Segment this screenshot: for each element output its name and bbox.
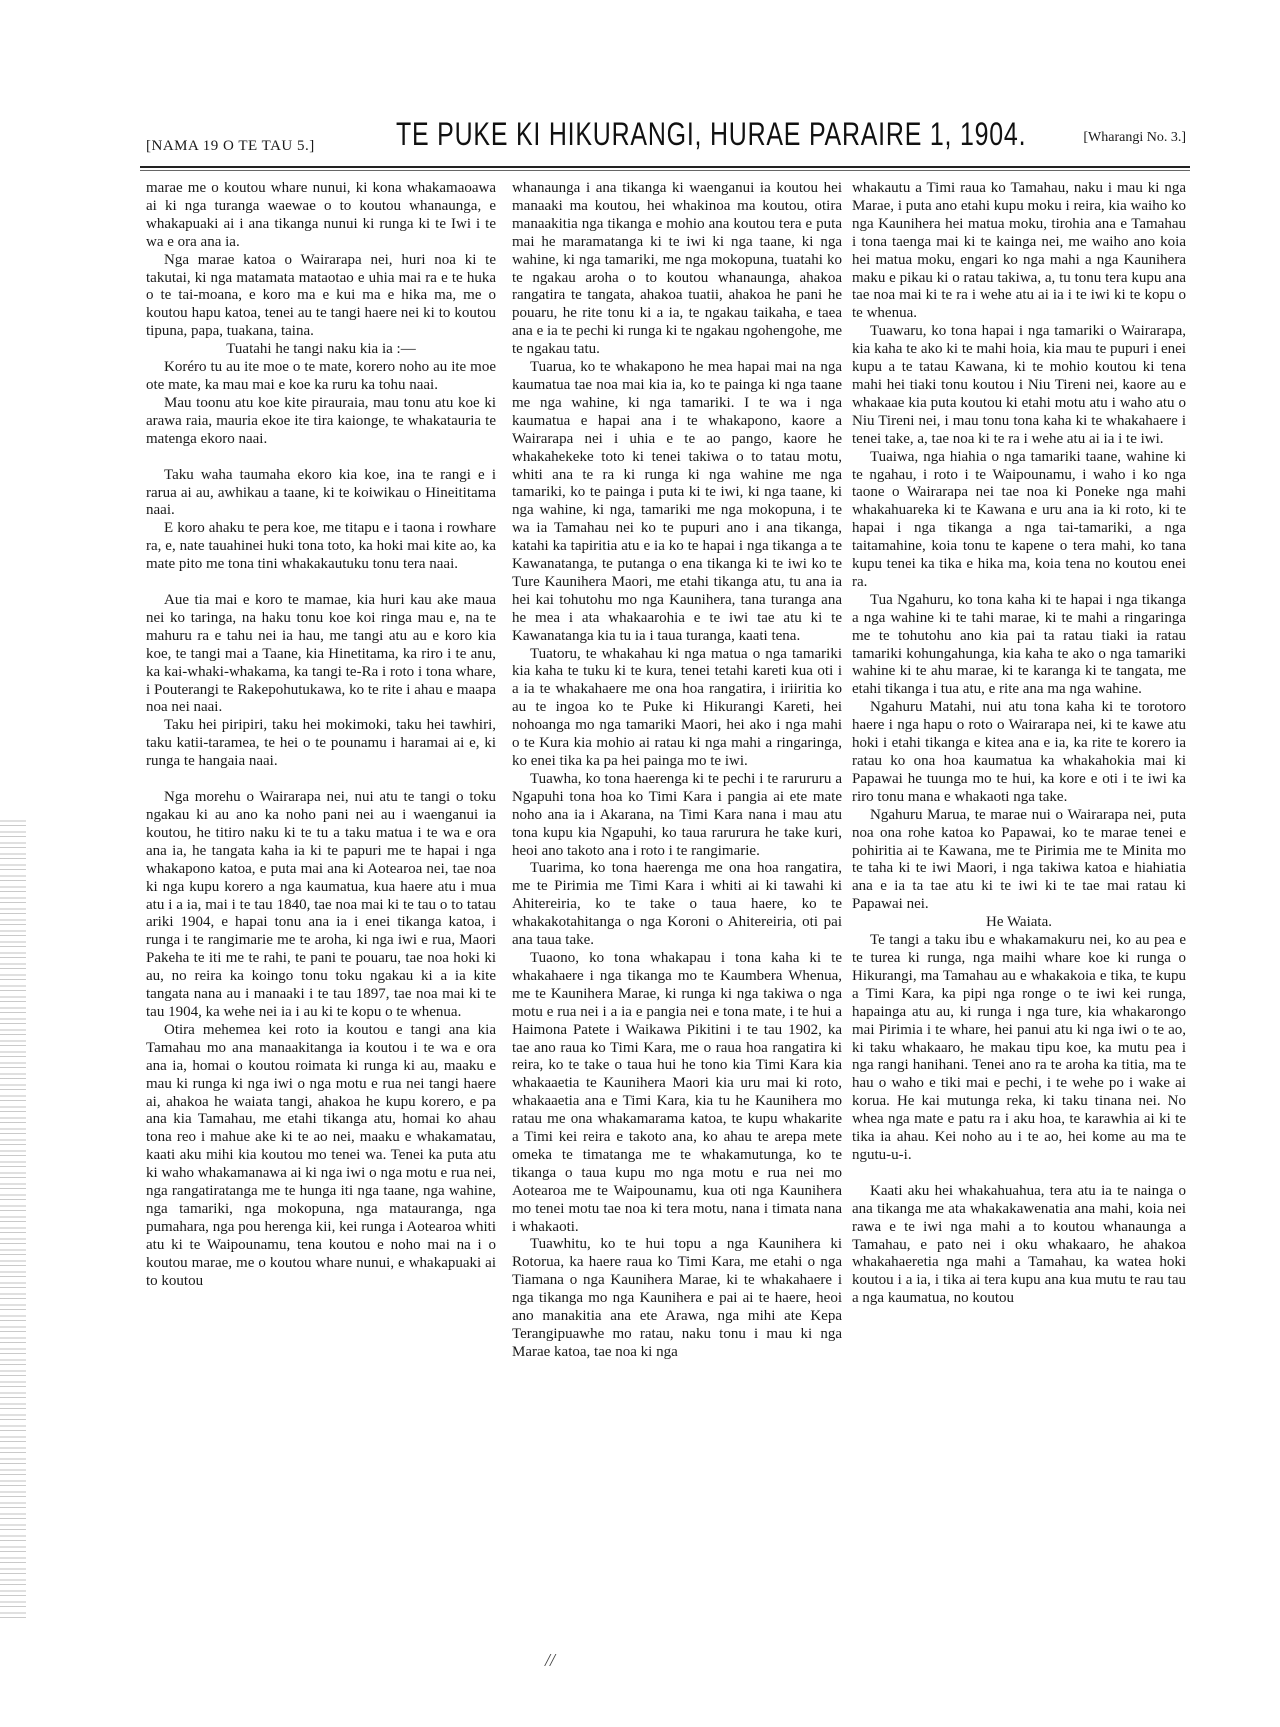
paragraph: Ngahuru Marua, te marae nui o Wairarapa nei, puta noa ona rohe katoa ko Papawai, ko te marae tenei e pohiritia ai te Kawana, me te Pirimia me te Minita mo te taha ki te iwi Maori, i nga takiwa katoa e hiahiatia ana e ia ta tae atu ki te iwi ki te tae mai ratau ki Papawai nei. — [852, 806, 1186, 913]
masthead — [146, 112, 1186, 162]
paragraph: Tuawha, ko tona haerenga ki te pechi i te rarururu a Ngapuhi tona hoa ko Timi Kara i pangia ai ete mate noho ana ia i Akarana, na Timi Kara nana i mau atu tona kupu kia Ngapuhi, ko taua rarurura he take kuri, heoi ano takoto ana i roto i te rangimarie. — [512, 770, 842, 859]
paragraph: Nga morehu o Wairarapa nei, nui atu te tangi o toku ngakau ki au ano ka noho pani nei au i waenganui ia koutou, he titiro naku ki te tu a taku matua i te wa e ora ana ia, he tangata kaha ia ki te papuri me te hapai i nga whakapono katoa, e puta mai ana ki Aotearoa nei, tae noa ki nga kupu korero a nga kaumatua, kua haere atu i mua atu i a ia, mai i te tau 1840, tae noa mai ki te tau o to tatau ariki 1904, e hapai tonu ana ia i enei tikanga katoa, i runga i te rangimarie me te aroha, ki nga iwi e rua, Maori Pakeha te iti me te rahi, te pani te pouaru, tae noa hoki ki au, no reira ka koingo tonu toku ngakau ki a ia kite tangata nana au i manaaki i te tau 1897, tae noa mai ki te tau 1904, ka wehe nei ia i au ki te kopu o te whenua. — [146, 789, 496, 1020]
lament-verse: Koréro tu au ite moe o te mate, korero noho au ite moe ote mate, ka mau mai e koe ka ruru ka tohu naai. — [146, 359, 496, 393]
paragraph: Tuaono, ko tona whakapau i tona kaha ki te whakahaere i nga tikanga mo te Kaumbera Whenua, me te Kaunihera Marae, ki runga ki nga takiwa o nga motu e rua nei i a ia e pangia nei e tona mate, i te hui a Haimona Patete i Waikawa Pikitini i te tau 1902, ka tae ano raua ko Timi Kara, me o raua hoa rangatira ki reira, ko te take o taua hui he tono kia Timi Kara kia whakaaetia te Kaunihera Maori kia uru mai ki roto, whakaaetia ana e Timi Kara, kia tu he Kaunihera mo ratau me ona whakamarama katoa, te kupu whakarite a Timi kei reira e takoto ana, ko ahau te arepa mete omeka te timatanga me te whakamutunga, ko te tikanga o taua kupu mo nga motu e rua nei mo Aotearoa me te Waipounamu, kua oti nga Kaunihera mo tenei motu tae noa ki tera motu, nana i timata nana i whakaoti. — [512, 949, 842, 1235]
lament-verse: Taku waha taumaha ekoro kia koe, ina te rangi e i rarua ai au, awhikau a taane, ki te koiwikau o Hineititama naai. — [146, 466, 496, 519]
song-text: Te tangi a taku ibu e whakamakuru nei, ko au pea e te turea ki runga, nga maihi whare koe ki runga o Hikurangi, ma Tamahau au e whakakoia e tika, te kupu a Timi Kara, ka pipi nga ronge o te iwi kei runga, hapainga atu au, ki runga i nga ture, kia whakarongo mai Pirimia i te whare, hei panui atu ki nga iwi o te ao, ki taku whakaaro, he makau tipu koe, ka mutu pea i nga rangi hanihani. Tenei ano ra te aroha ka titia, ma te hau o waho e tiki mai e pechi, i te wehe po i wake ai korua. He kai mutunga reka, ki taku tinana nei. No whea nga mate e patu ra i aku hoa, te karawhia ai ki te tika ia ahau. Kei noho au i te ao, hei kome au ma te ngutu-u-i. — [852, 932, 1186, 1163]
header-rule-thin — [140, 170, 1190, 171]
page-number: [Wharangi No. 3.] — [1083, 130, 1186, 145]
lament-intro: Tuatahi he tangi naku kia ia :— — [226, 341, 416, 358]
scan-edge-noise — [0, 820, 26, 1620]
header-rule — [140, 166, 1190, 168]
paragraph: Tuawaru, ko tona hapai i nga tamariki o Wairarapa, kia kaha te ako ki te mahi hoia, kia mau te pupuri i enei kupu a te tatau Kawana, ki te mohio koutou ki tena mahi hei tiaki tonu koutou i Niu Tireni nei, kaore au e whakaae kia puta koutou ki etahi motu atu i waho atu o Niu Tireni nei, i mau tonu tona kaha ki te whakahaere i tenei take, a, tae noa ki te ra i wehe atu ai ia i te iwi. — [852, 323, 1186, 447]
paragraph: Tuarima, ko tona haerenga me ona hoa rangatira, me te Pirimia me Timi Kara i whiti ai ki tawahi ki Ahitereiria, ko te take o taua haere, ko te whakakotahitanga o nga Koroni o Ahitereiria, oti pai ana taua take. — [512, 860, 842, 949]
lament-verse: Aue tia mai e koro te mamae, kia huri kau ake maua nei ko taringa, na haku tonu koe koi ringa mau e, na te mahuru ra e tahu nei ia hau, me tangi atu au e koro kia koe, te tangi mai a Taane, kia Hinetitama, ka riro i te anu, ka kai-whaki-whakama, ka tangi te-Ra i roto i tona whare, i Pouterangi te Rakepohutukawa, ko te rite i ahau e maapa noa nei naai. — [146, 592, 496, 716]
column-1 — [146, 180, 496, 1290]
column-2 — [512, 180, 842, 1362]
song-heading: He Waiata. — [986, 914, 1052, 931]
paragraph: Kaati aku hei whakahuahua, tera atu ia te nainga o ana tikanga me ata whakakawenatia ana mahi, koia nei rawa e te iwi nga mahi a to koutou whanaunga a Tamahau, e pato nei i oku whakaaro, he ahakoa whakahaeretia nga mahi a Tamahau, ka watea hoki koutou i a ia, i tika ai tera kupu ana kua mutu te rau tau a nga kaumatua, no koutou — [852, 1182, 1186, 1307]
paragraph: Tuaiwa, nga hiahia o nga tamariki taane, wahine ki te ngahau, i roto i te Waipounamu, i waho i ko nga taone o Wairarapa nei tae noa ki Poneke nga mahi whakahuareka ki te Kawana e uru ana ia ki roto, ki te hapai i nga tikanga a nga tai-tamariki, a nga taitamahine, koia tonu te kapene o tera mahi, ko tana kupu tenei ka tika e hika ma, koia tena no koutou enei ra. — [852, 448, 1186, 590]
paragraph: Tua Ngahuru, ko tona kaha ki te hapai i nga tikanga a nga wahine ki te tahi marae, ki te mahi a ringaringa me te tohutohu ano kia pai ta ratau tiaki ia ratau tamariki kohungahunga, kia kaha te ako o nga tamariki wahine ki te ahu marae, ki te karanga ki te tangata, me etahi tikanga i tua atu, e rite ana ma nga wahine. — [852, 591, 1186, 698]
column-3 — [852, 180, 1186, 1308]
paragraph: Nga marae katoa o Wairarapa nei, huri noa ki te takutai, ki nga matamata mataotao e uhia mai ra e te huka o te tai-moana, e koro ma e kui ma e hika ma, me o koutou hapu katoa, tenei au te tangi haere nei ki to koutou tipuna, papa, tuakana, taina. — [146, 251, 496, 340]
folio-mark: // — [545, 1650, 556, 1670]
paragraph: Tuatoru, te whakahau ki nga matua o nga tamariki kia kaha te tuku ki te kura, tenei tetahi kareti kua oti i a ia te whakahaere me ona hoa rangatira, i iriiritia ko au te ingoa ko te Puke ki Hikurangi Kareti, hei nohoanga mo nga tamariki Maori, hei ako i nga mahi o te Kura kia mohio ai ratau ki nga mahi a ringaringa, ko enei tika ka pa hei painga mo te iwi. — [512, 645, 842, 769]
paragraph: whakautu a Timi raua ko Tamahau, naku i mau ki nga Marae, i puta ano etahi kupu moku i reira, kia waiho ko nga Kaunihera hei matua moku, tirohia ana e Tamahau i tona taenga mai ki te kainga nei, me waiho ano koia hei matua moku, engari ko nga mahi a nga Kaunihera maku e pikau ki o ratau takiwa, a, tu tonu tera kupu ana tae noa mai ki te ra i wehe atu ai ia i te iwi ki te kopu o te whenua. — [852, 180, 1186, 322]
lament-verse: Mau toonu atu koe kite pirauraia, mau tonu atu koe ki arawa raia, mauria ekoe ite tira kaionge, te whakatauria te matenga ekoro naai. — [146, 394, 496, 447]
paragraph: whanaunga i ana tikanga ki waenganui ia koutou hei manaaki ma koutou, hei whakinoa ma koutou, otira manaakitia nga tikanga e mohio ana koutou tera e puta mai he maramatanga ki te iwi ki nga taane, ki nga wahine, ki nga tamariki, me nga mokopuna, tuatahi ko te ngakau aroha o to koutou whanaunga, ahakoa rangatira te tangata, ahakoa tuatii, ahakoa he pani he pouaru, he rite tonu ki a ia, te ngakau taikaha, e taea ana e ia te pechi ki runga ki te ngakau ngohengohe, me te ngakau tatu. — [512, 180, 842, 358]
paragraph: Otira mehemea kei roto ia koutou e tangi ana kia Tamahau mo ana manaakitanga ia koutou i te wa e ora ana ia, homai o koutou roimata ki runga ki au, maaku e mau ki runga ki nga iwi o nga motu e rua nei tangi haere ai, ahakoa he waiata tangi, ahakoa he kupu korero, e pa ana kia Tamahau, me etahi tikanga atu, homai ko ahau tona reo i mahue ake ki te ao nei, maaku e whakamatau, kaati aku mihi kia koutou mo tenei wa. Tenei ka puta atu ki waho whakamanawa ai ki nga iwi o nga motu e rua nei, nga rangatiratanga me te hunga iti nga taane, nga wahine, nga tamariki, nga mokopuna, nga matauranga, nga pumahara, nga pou herenga kii, kei runga i Aotearoa whiti atu ki te Waipounamu, tena koutou e noho mai na i o koutou marae, me o koutou whare nunui, e whakapuaki ai to koutou — [146, 1021, 496, 1289]
lament-verse: Taku hei piripiri, taku hei mokimoki, taku hei tawhiri, taku katii-taramea, te hei o te pounamu i haramai ai e, ki runga te hangaia naai. — [146, 717, 496, 770]
issue-number: [NAMA 19 O TE TAU 5.] — [146, 138, 315, 154]
lament-verse: E koro ahaku te pera koe, me titapu e i taona i rowhare ra, e, nate tauahinei huki tona toto, ka hoki mai kite ao, ka mate pito me tona tini whakakautuku tonu tera naai. — [146, 520, 496, 573]
paragraph: Tuawhitu, ko te hui topu a nga Kaunihera ki Rotorua, ka haere raua ko Timi Kara, me etahi o nga Tiamana o nga Kaunihera Marae, ki te whakahaere i nga tikanga mo nga Kaunihera e pai ai te haere, heoi ano manakitia ana ete Arawa, nga mihi ate Kepa Terangipuawhe mo ratau, naku tonu i mau ki nga Marae katoa, tae noa ki nga — [512, 1236, 842, 1360]
newspaper-title: TE PUKE KI HIKURANGI, HURAE PARAIRE 1, 1904. — [396, 116, 1027, 152]
paragraph: Ngahuru Matahi, nui atu tona kaha ki te torotoro haere i nga hapu o roto o Wairarapa nei, ki te kawe atu hoki i etahi tikanga e kitea ana e ia, ka rite te korero ia ratau ko ona hoa kaumatua ka whakahokia mai ki Papawai he tuunga mo te hui, ka kore e oti i te iwi ka riro tonu mana e whakaoti nga take. — [852, 699, 1186, 805]
paragraph: marae me o koutou whare nunui, ki kona whakamaoawa ai ki nga turanga waewae o to koutou whanaunga, e whakapuaki ai i ana tikanga nunui ki runga ki te Iwi i te wa e ora ana ia. — [146, 180, 496, 250]
paragraph: Tuarua, ko te whakapono he mea hapai mai na nga kaumatua tae noa mai kia ia, ko te painga ki nga taane me nga wahine, ki nga tamariki. I te wa i nga kaumatua e hapai ana i te whakapono, kaore a Wairarapa nei i uhia e te ao pango, kaore he whakahekeke toto ki tenei takiwa o to tatau motu, whiti ana te ra ki runga ki nga wahine me nga tamariki, ko te painga i puta ki te iwi, ki nga taane, ki nga wahine, ki nga, tamariki me nga mokopuna, i te wa ia Tamahau nei ko te pupuri ano i ana tikanga, katahi ka tapiritia atu e ia ko te hapai i nga tikanga a te Kawanatanga, te putanga o ena tikanga ki te iwi ko te Ture Kaunihera Maori, me etahi tikanga atu, tu ana ia hei kai tohutohu mo nga Kaunihera, tana turanga ana he mea i ata whakaarohia e te iwi tae atu ki te Kawanatanga kia tu ia i taua turanga, kaati tena. — [512, 359, 842, 644]
